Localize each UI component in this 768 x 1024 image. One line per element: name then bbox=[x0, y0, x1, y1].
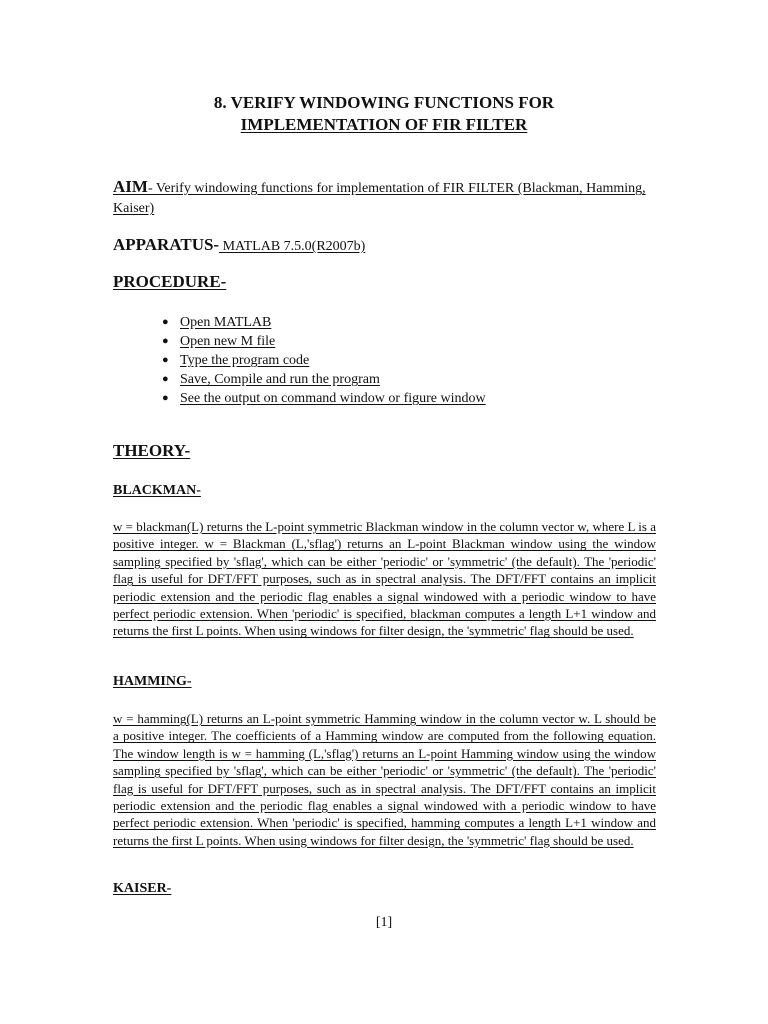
procedure-steps-list bbox=[162, 313, 486, 408]
hamming-heading: HAMMING- bbox=[113, 674, 192, 689]
bullet-icon: ● bbox=[162, 373, 169, 385]
list-item: ● Open MATLAB bbox=[162, 315, 272, 330]
apparatus-section bbox=[113, 235, 656, 255]
bullet-icon: ● bbox=[162, 392, 169, 404]
page-number: [1] bbox=[375, 915, 393, 930]
bullet-icon: ● bbox=[162, 335, 169, 347]
list-item: ● Type the program code bbox=[162, 353, 310, 368]
page-title-line-2: IMPLEMENTATION OF FIR FILTER bbox=[240, 115, 528, 134]
aim-label: AIM bbox=[113, 177, 148, 196]
apparatus-text: MATLAB 7.5.0(R2007b) bbox=[219, 239, 366, 254]
kaiser-heading: KAISER- bbox=[113, 881, 172, 896]
bullet-icon: ● bbox=[162, 316, 169, 328]
blackman-heading: BLACKMAN- bbox=[113, 483, 201, 498]
page-title-line-1: 8. VERIFY WINDOWING FUNCTIONS FOR bbox=[213, 93, 555, 112]
procedure-section bbox=[113, 272, 656, 292]
aim-section bbox=[113, 177, 656, 219]
bullet-icon: ● bbox=[162, 354, 169, 366]
list-item: ● See the output on command window or figure window bbox=[162, 391, 486, 406]
theory-section bbox=[113, 441, 656, 461]
aim-text: - Verify windowing functions for implementation of FIR FILTER (Blackman, Hamming, Kaiser) bbox=[113, 181, 646, 216]
apparatus-label: APPARATUS- bbox=[113, 235, 220, 254]
list-item: ● Open new M file bbox=[162, 334, 276, 349]
theory-label: THEORY- bbox=[113, 441, 191, 460]
blackman-paragraph: w = blackman(L) returns the L-point symmetric Blackman window in the column vector w, where L is a positive integer. w = Blackman (L,'sflag') returns an L-point Blackman window using the window sampling specified by 'sflag', which can be either 'periodic' or 'symmetric' (the default). The 'periodic' flag is useful for DFT/FFT purposes, such as in spectral analysis. The DFT/FFT contains an implicit periodic extension and the periodic flag enables a signal windowed with a periodic window to have perfect periodic extension. When 'periodic' is specified, blackman computes a length L+1 window and returns the first L points. When using windows for filter design, the 'symmetric' flag should be used. bbox=[113, 519, 656, 639]
list-item: ● Save, Compile and run the program bbox=[162, 372, 380, 387]
procedure-label: PROCEDURE- bbox=[113, 272, 227, 291]
hamming-paragraph: w = hamming(L) returns an L-point symmetric Hamming window in the column vector w. L should be a positive integer. The coefficients of a Hamming window are computed from the following equation. The window length is w = hamming (L,'sflag') returns an L-point Hamming window using the window sampling specified by 'sflag', which can be either 'periodic' or 'symmetric' (the default). The 'periodic' flag is useful for DFT/FFT purposes, such as in spectral analysis. The DFT/FFT contains an implicit periodic extension and the periodic flag enables a signal windowed with a periodic window to have perfect periodic extension. When 'periodic' is specified, hamming computes a length L+1 window and returns the first L points. When using windows for filter design, the 'symmetric' flag should be used. bbox=[113, 711, 656, 848]
